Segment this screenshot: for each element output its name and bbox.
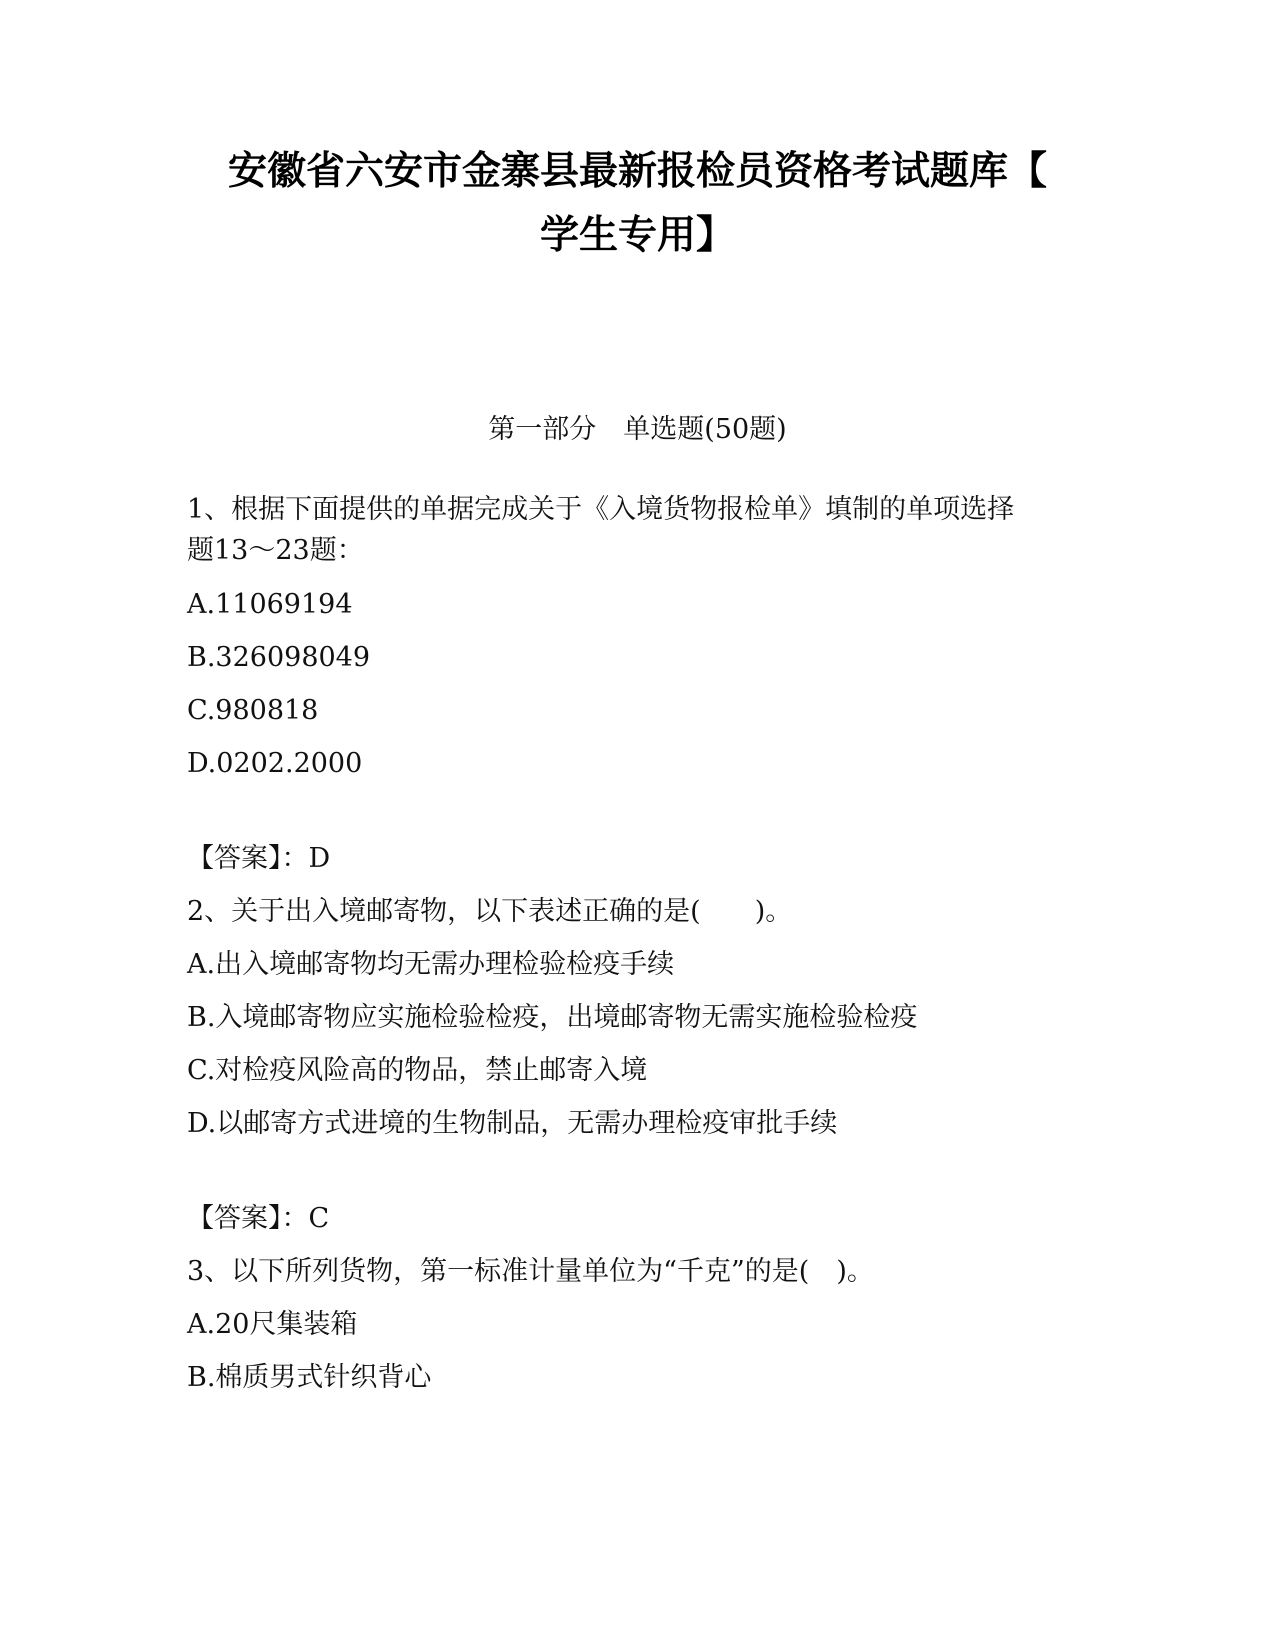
question-2-option-d: D.以邮寄方式进境的生物制品，无需办理检疫审批手续 bbox=[187, 1108, 838, 1139]
question-2-option-c: C.对检疫风险高的物品，禁止邮寄入境 bbox=[187, 1055, 648, 1086]
question-2-stem: 2、关于出入境邮寄物，以下表述正确的是( )。 bbox=[187, 896, 793, 927]
question-3-option-a: A.20尺集装箱 bbox=[187, 1309, 358, 1340]
question-1-stem-line-2: 题13～23题： bbox=[187, 535, 364, 566]
question-1-option-b: B.326098049 bbox=[187, 642, 371, 673]
question-2-answer: 【答案】：C bbox=[187, 1203, 330, 1234]
question-1-answer: 【答案】：D bbox=[187, 843, 331, 874]
title-line-2: 学生专用】 bbox=[539, 213, 735, 258]
question-1-option-c: C.980818 bbox=[187, 695, 319, 726]
question-1-stem-line-1: 1、根据下面提供的单据完成关于《入境货物报检单》填制的单项选择 bbox=[187, 494, 1015, 525]
question-1-option-d: D.0202.2000 bbox=[187, 748, 363, 779]
document-title bbox=[150, 140, 1125, 268]
section-heading: 第一部分 单选题(50题) bbox=[488, 414, 787, 445]
title-line-1: 安徽省六安市金寨县最新报检员资格考试题库【 bbox=[227, 149, 1047, 194]
question-1-option-a: A.11069194 bbox=[187, 589, 353, 620]
question-3-stem: 3、以下所列货物，第一标准计量单位为“千克”的是( )。 bbox=[187, 1256, 874, 1287]
question-3-option-b: B.棉质男式针织背心 bbox=[187, 1362, 432, 1393]
question-2-option-b: B.入境邮寄物应实施检验检疫，出境邮寄物无需实施检验检疫 bbox=[187, 1002, 918, 1033]
question-2-option-a: A.出入境邮寄物均无需办理检验检疫手续 bbox=[187, 949, 675, 980]
